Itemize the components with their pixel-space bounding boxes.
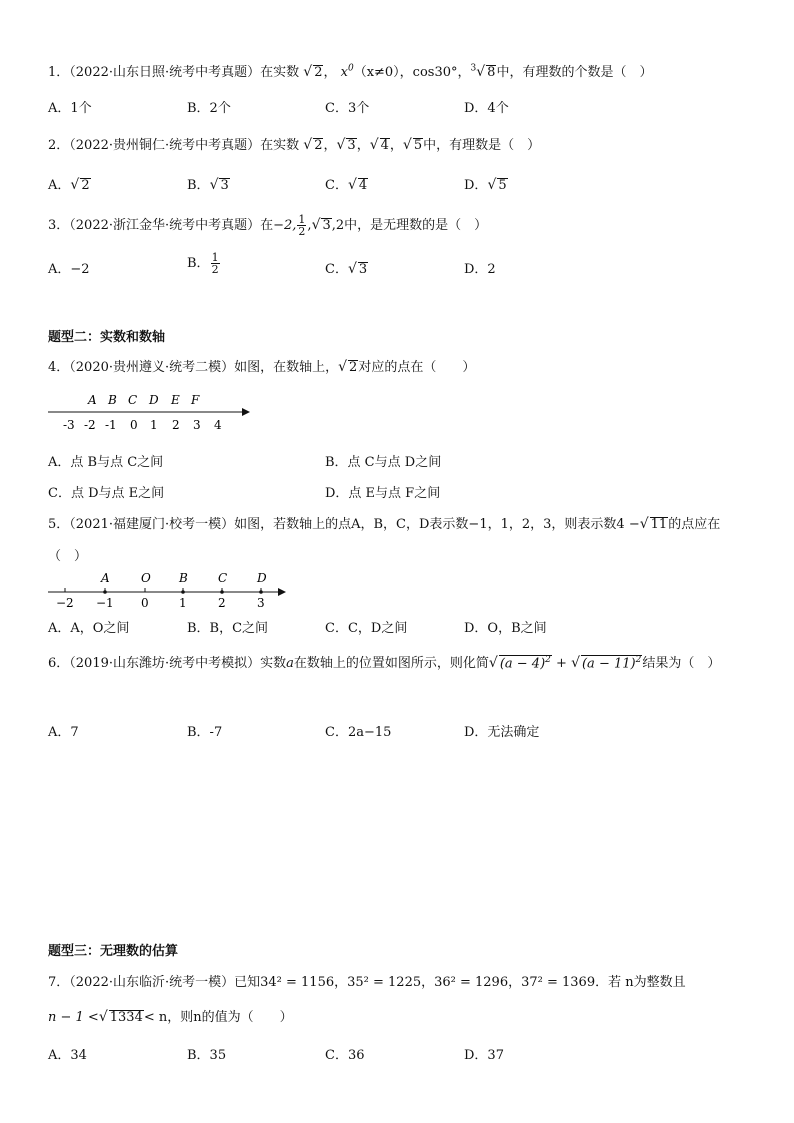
q6-radical-1: $(a - 4)^2$ <box>499 654 551 671</box>
q7-option-a[interactable]: A．34 <box>48 1048 87 1063</box>
q5-option-b[interactable]: B．B，C之间 <box>187 621 269 636</box>
q1-stem-text: 1．（2022·山东日照·统考中考真题）在实数 <box>48 65 300 80</box>
q5-arrow-icon <box>278 588 286 596</box>
q5-point-label: A <box>101 571 110 585</box>
q4-tick-label: -1 <box>105 418 117 432</box>
q1-option-c[interactable]: C．3个 <box>325 101 370 116</box>
q4-tick-label: 0 <box>130 418 138 432</box>
q2-sqrt-a: 2 <box>314 138 323 153</box>
q4-option-b[interactable]: B．点 C与点 D之间 <box>325 455 442 470</box>
q3-option-c[interactable]: C．√ 3 <box>325 261 368 277</box>
q5-expr: 4 − <box>616 517 640 532</box>
q3-stem: 3．（2022·浙江金华·统考中考真题）在−2, $\frac{1}{2}$ ,√ 3,2中，是无理数的是（ ） <box>48 213 488 238</box>
q3-seq-a: −2, <box>273 218 297 233</box>
q4-option-d[interactable]: D．点 E与点 F之间 <box>325 486 441 501</box>
q5-option-c[interactable]: C．C，D之间 <box>325 621 408 636</box>
q5-point-label: O <box>141 571 151 585</box>
q3-option-b[interactable]: B． $\frac{1}{2}$ <box>187 251 219 276</box>
q7-ineq-left: n − 1 < <box>48 1010 99 1025</box>
q4-tick-label: 2 <box>172 418 180 432</box>
q4-tick-label: 1 <box>150 418 158 432</box>
q4-point-label: A <box>88 393 97 407</box>
q4-tick-label: -2 <box>84 418 96 432</box>
q3-seq-b: ,2 <box>331 218 345 233</box>
q2-stem: 2．（2022·贵州铜仁·统考中考真题）在实数 √ 2，√ 3，√ 4，√ 5中，有理数是（ ） <box>48 137 541 153</box>
q2-sqrt-c: 4 <box>380 138 389 153</box>
q4-tick-label: 3 <box>193 418 201 432</box>
q7-stem: 7．（2022·山东临沂·统考一模）已知34² = 1156，35² = 1225，36² = 1296，37² = 1369．若 n为整数且 <box>48 975 686 990</box>
q4-stem-text: 4．（2020·贵州遵义·统考二模）如图，在数轴上， <box>48 360 339 375</box>
q6-option-d[interactable]: D．无法确定 <box>464 725 540 740</box>
q5-paren: （ ） <box>48 549 88 564</box>
q5-tick-label: 1 <box>179 596 187 610</box>
section-title-3: 题型三：无理数的估算 <box>48 944 179 959</box>
q5-tick-label: −1 <box>96 596 114 610</box>
q5-number-line <box>44 568 289 612</box>
q4-option-a[interactable]: A．点 B与点 C之间 <box>48 455 164 470</box>
q4-point-label: C <box>128 393 138 407</box>
q6-option-b[interactable]: B．-7 <box>187 725 223 740</box>
q6-option-c[interactable]: C．2a−15 <box>325 725 392 740</box>
q3-option-d[interactable]: D．2 <box>464 262 496 277</box>
q5-tick-label: −2 <box>56 596 74 610</box>
q5-point-label: D <box>257 571 267 585</box>
q2-option-b[interactable]: B．√ 3 <box>187 177 229 193</box>
q3-stem-end: 中，是无理数的是（ ） <box>344 218 488 233</box>
q1-cube-radicand: 8 <box>487 65 496 80</box>
q7-option-b[interactable]: B．35 <box>187 1048 227 1063</box>
q2-stem-end: 中，有理数是（ ） <box>423 138 541 153</box>
q4-point-label: B <box>108 393 117 407</box>
q7-sqrt1334: 1334 <box>109 1010 143 1025</box>
q2-option-d[interactable]: D．√ 5 <box>464 177 507 193</box>
q4-stem: 4．（2020·贵州遵义·统考二模）如图，在数轴上，√ 2对应的点在（ ） <box>48 359 476 375</box>
q5-tick-label: 0 <box>141 596 149 610</box>
q1-option-a[interactable]: A．1个 <box>48 101 92 116</box>
q7-option-d[interactable]: D．37 <box>464 1048 504 1063</box>
q5-option-d[interactable]: D．O，B之间 <box>464 621 547 636</box>
q3-sqrt3: 3 <box>322 218 331 233</box>
q7-ineq-right: < n，则n的值为（ ） <box>143 1010 293 1025</box>
q5-stem: 5．（2021·福建厦门·校考一模）如图，若数轴上的点A，B，C，D表示数−1，1，2，3，则表示数4 −√ 11的点应在 <box>48 516 721 532</box>
q4-point-label: F <box>191 393 200 407</box>
q5-option-a[interactable]: A．A，O之间 <box>48 621 130 636</box>
q1-x-exp: 0 <box>347 63 354 74</box>
q1-x: x <box>340 65 348 80</box>
q4-number-line <box>44 388 254 434</box>
q4-tick-label: -3 <box>63 418 75 432</box>
q1-cube-index: 3 <box>470 63 477 74</box>
q1-stem-end: 中，有理数的个数是（ ） <box>496 65 653 80</box>
q4-sqrt2: 2 <box>349 360 358 375</box>
q2-sqrt-d: 5 <box>413 138 423 153</box>
q3-stem-text: 3．（2022·浙江金华·统考中考真题）在 <box>48 218 274 233</box>
q4-point-label: E <box>171 393 180 407</box>
q1-stem: 1．（2022·山东日照·统考中考真题）在实数 √ 2， $x^0(x\ne 0)$，cos30°，$^3$√ 8中，有理数的个数是（ ） <box>48 63 653 80</box>
q3-option-a[interactable]: A．−2 <box>48 262 90 277</box>
q1-cond: （x≠0），cos30°， <box>353 65 471 80</box>
q1-option-d[interactable]: D．4个 <box>464 101 509 116</box>
q7-stem-line2: n − 1 <√ 1334< n，则n的值为（ ） <box>48 1009 293 1025</box>
q4-tick-label: 4 <box>214 418 222 432</box>
q7-option-c[interactable]: C．36 <box>325 1048 365 1063</box>
q5-point-label: B <box>179 571 188 585</box>
q5-stem-text: 5．（2021·福建厦门·校考一模）如图，若数轴上的点A，B，C，D表示数−1，1，2，3，则表示数 <box>48 517 617 532</box>
q6-stem: 6．（2019·山东潍坊·统考中考模拟）实数a在数轴上的位置如图所示，则化简√ $(a - 4)^2$ + √ $(a - 11)^2$结果为（ ） <box>48 654 721 671</box>
q3-fraction: $\frac{1}{2}$ <box>298 213 306 238</box>
q2-option-c[interactable]: C．√ 4 <box>325 177 368 193</box>
q6-option-a[interactable]: A．7 <box>48 725 79 740</box>
q5-stem-end: 的点应在 <box>668 517 721 532</box>
q2-sqrt-b: 3 <box>347 138 356 153</box>
q5-sqrt11: 11 <box>650 517 668 532</box>
q4-option-c[interactable]: C．点 D与点 E之间 <box>48 486 165 501</box>
q5-point-label: C <box>218 571 228 585</box>
q6-stem-end: 结果为（ ） <box>642 656 721 671</box>
section-title-2: 题型二：实数和数轴 <box>48 330 166 345</box>
q2-option-a[interactable]: A．√ 2 <box>48 177 90 193</box>
q6-stem-text: 6．（2019·山东潍坊·统考中考模拟）实数 <box>48 656 287 671</box>
q6-stem-mid: 在数轴上的位置如图所示，则化简 <box>293 656 489 671</box>
q4-stem-end: 对应的点在（ ） <box>358 360 476 375</box>
q6-var: a <box>286 656 294 671</box>
q4-point-label: D <box>149 393 159 407</box>
q2-stem-text: 2．（2022·贵州铜仁·统考中考真题）在实数 <box>48 138 300 153</box>
q4-arrow-icon <box>242 408 250 416</box>
q6-radical-2: $(a - 11)^2$ <box>581 654 642 671</box>
q5-tick-label: 2 <box>218 596 226 610</box>
q1-sqrt2: 2 <box>314 65 323 80</box>
q5-tick-label: 3 <box>257 596 265 610</box>
q1-option-b[interactable]: B．2个 <box>187 101 231 116</box>
